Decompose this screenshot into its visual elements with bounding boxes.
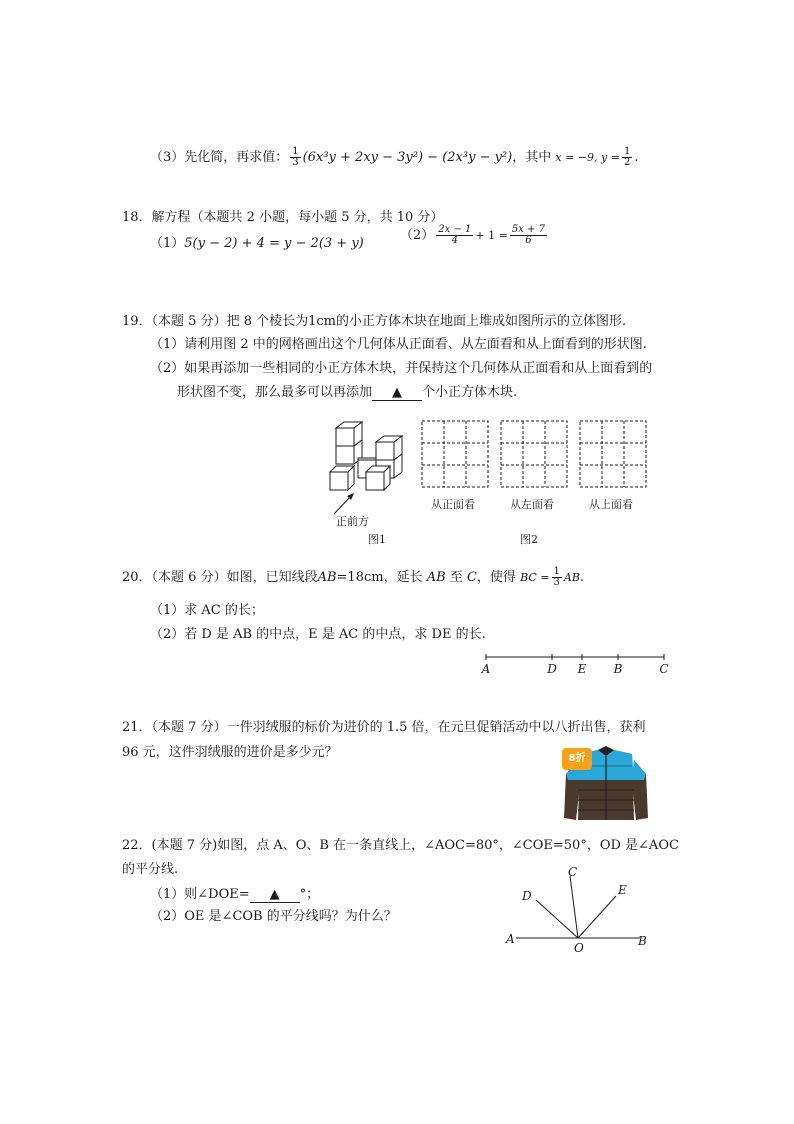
q17-where: ，其中 [512,150,552,165]
q22-p1-pre: （1）则∠DOE= [150,887,250,902]
figure2-caption: 图2 [520,533,538,546]
q20-ab-3: AB [563,571,580,584]
q19-part2a: （2）如果再添加一些相同的小正方体木块，并保持这个几何体从正面看和从上面看到的 [150,361,653,376]
q20-title [122,566,584,589]
view-label-top: 从上面看 [589,498,633,511]
point-b-label: B [613,662,623,676]
figure1-caption: 图1 [368,533,386,546]
point-e-label: E [577,662,587,676]
q18-title: 18．解方程（本题共 2 小题，每小题 5 分，共 10 分） [122,210,444,225]
view-grid-left[interactable] [500,420,568,488]
q18-part2 [400,224,549,247]
q17-fraction: $\frac{1}{3}$ [292,145,299,168]
q21-line1: 21．（本题 7 分）一件羽绒服的标价为进价的 1.5 倍，在元旦促销活动中以八折出售，获利 [122,720,646,735]
q20-make: ，使得 [476,570,516,585]
q17-end: . [634,150,639,165]
q22-angle-figure [502,862,658,954]
q22-line1: 22．(本题 7 分)如图，点 A、O、B 在一条直线上，∠AOC=80°，∠COE=50°，OD 是∠AOC [122,838,679,853]
point-a-label: A [481,662,491,676]
q17-condition: x = −9, y = [555,151,620,164]
q19-p2b-pre: 形状图不变，那么最多可以再添加 [177,385,373,400]
q20-c: C [466,570,477,585]
front-direction-label: 正前方 [336,515,369,528]
view-grid-top[interactable] [579,420,647,488]
point-d-label: D [547,662,557,676]
q21-line2: 96 元，这件羽绒服的进价是多少元？ [122,745,338,760]
q20-ab-2: AB [426,570,446,585]
q20-eq: =18cm，延长 [336,570,423,585]
q18-p1-expr: 5(y − 2) + 4 = y − 2(3 + y) [184,236,364,251]
q17-label: （3）先化简，再求值： [150,150,289,165]
q17-y-fraction: $\frac{1}{2}$ [623,145,631,168]
q18-frac2: $\frac{5x + 7}{6}$ [511,223,545,246]
q22-part2: （2）OE 是∠COB 的平分线吗？为什么？ [150,909,397,924]
q20-to: 至 [449,570,463,585]
view-label-front: 从正面看 [431,498,475,511]
q20-title-pre: 20．（本题 6 分）如图，已知线段 [122,570,318,585]
q18-frac1: $\frac{2x - 1}{4}$ [438,223,472,246]
q18-p2-label: （2） [400,228,435,243]
angle-point-a: A [506,932,515,946]
view-grid-front[interactable] [421,420,489,488]
q22-p1-post: °； [299,887,320,902]
q22-part1 [150,883,319,903]
point-c-label: C [659,662,669,676]
q20-part1: （1）求 AC 的长； [150,603,264,618]
angle-point-b: B [638,934,647,948]
q17-part3 [150,146,638,169]
view-label-left: 从左面看 [510,498,554,511]
angle-point-o: O [574,941,584,954]
q19-answer-blank[interactable]: ▲ [372,386,422,401]
angle-point-d: D [522,889,532,903]
q20-fraction: $\frac{1}{3}$ [553,565,560,588]
q22-line2: 的平分线. [122,862,179,877]
q17-expression: (6x³y + 2xy − 3y²) − (2x³y − y²) [302,150,513,165]
q20-ab: AB [317,570,337,585]
q18-part1 [150,232,364,251]
q18-p2-mid: + 1 = [475,229,508,242]
q20-part2: （2）若 D 是 AB 的中点，E 是 AC 的中点，求 DE 的长. [150,627,486,642]
q19-p2b-post: 个小正方体木块. [422,385,518,400]
q19-title: 19．（本题 5 分）把 8 个棱长为1cm的小正方体木块在地面上堆成如图所示的立体图形. [122,314,627,329]
q20-bc: BC = [520,571,550,584]
discount-badge: 8折 [562,748,592,770]
q20-end: . [579,570,585,585]
q22-answer-blank[interactable]: ▲ [250,888,300,903]
q20-segment-figure [478,652,672,678]
q19-part2b [177,381,517,401]
angle-point-c: C [568,865,578,879]
angle-point-e: E [618,883,627,897]
q19-figure1-cubes [322,418,412,496]
q19-part1: （1）请利用图 2 中的网格画出这个几何体从正面看、从左面看和从上面看到的形状图. [150,337,647,352]
q18-p1-label: （1） [150,236,185,251]
